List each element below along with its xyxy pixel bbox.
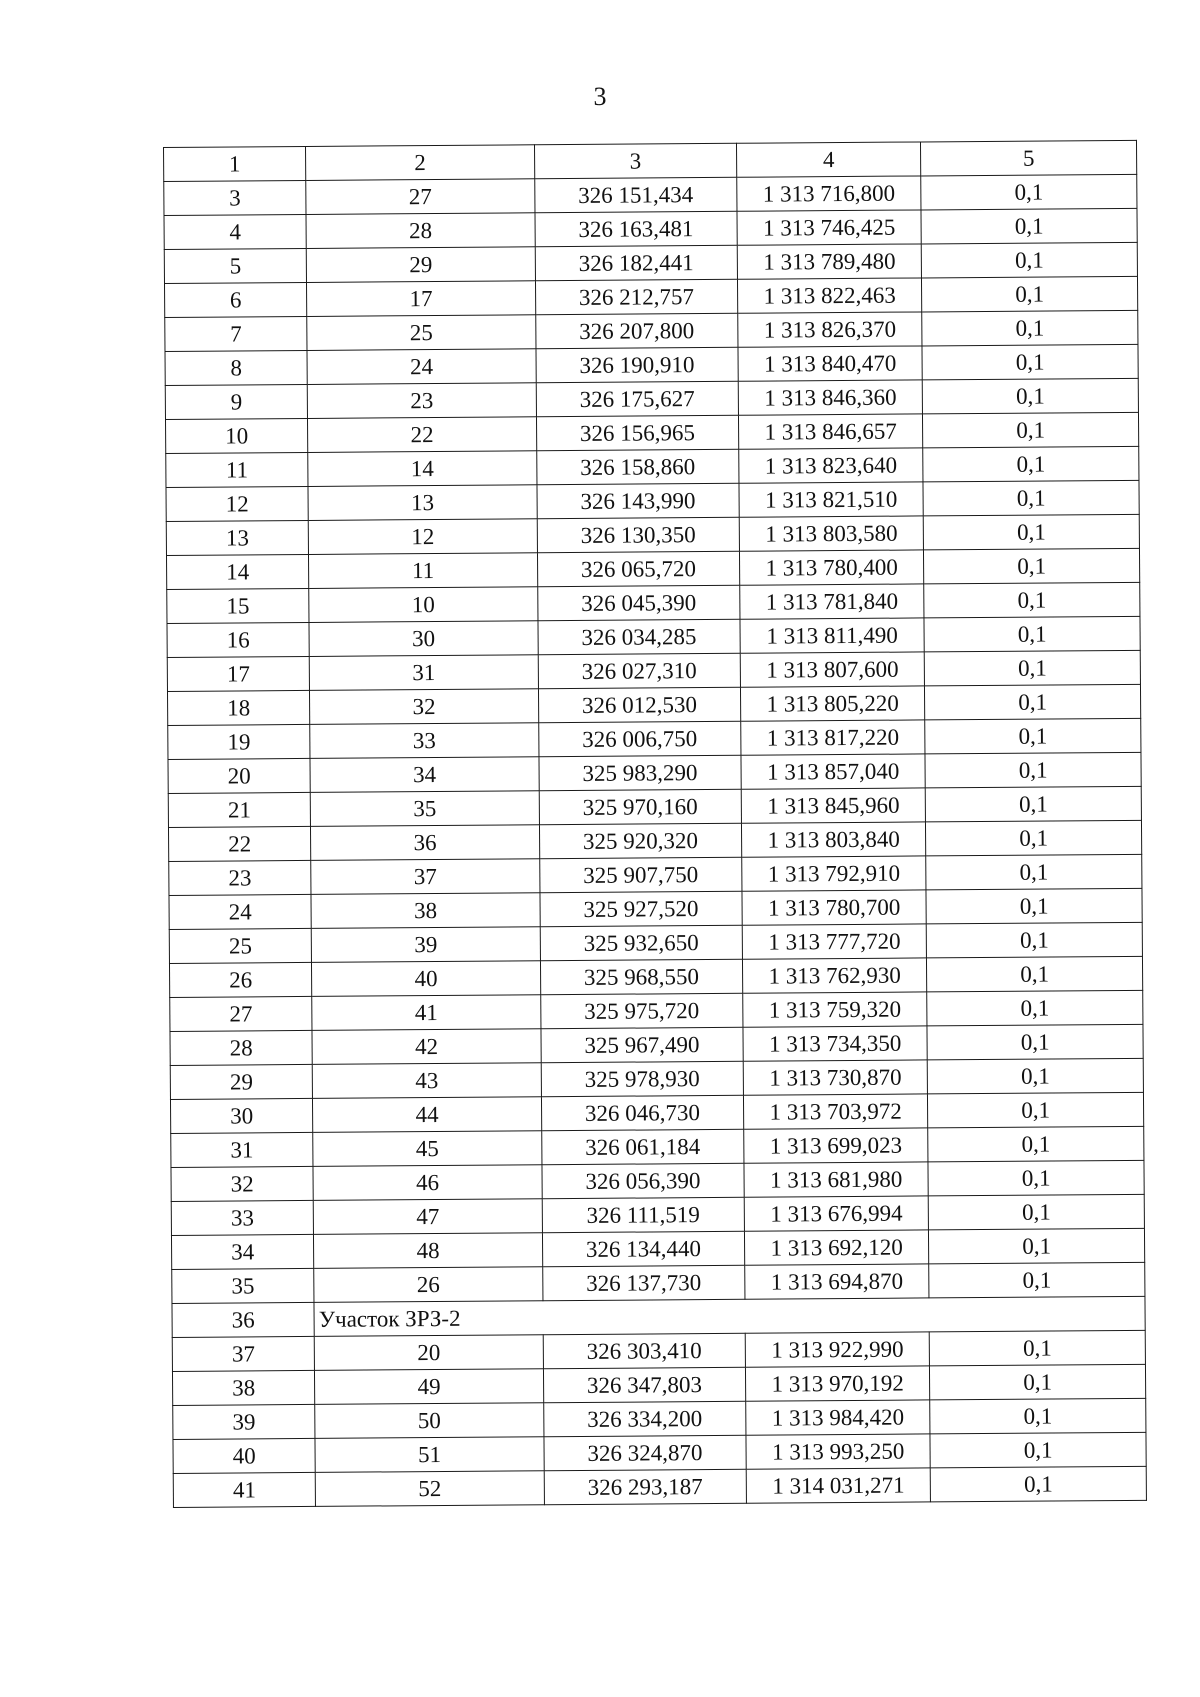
accuracy-cell: 0,1: [928, 1160, 1144, 1196]
point-number-cell: 14: [308, 451, 537, 487]
point-number-cell: 11: [309, 553, 538, 589]
row-number-cell: 5: [164, 248, 306, 283]
point-number-cell: 32: [310, 689, 539, 725]
y-coordinate-cell: 1 313 676,994: [744, 1196, 929, 1231]
row-number-cell: 34: [171, 1234, 313, 1269]
accuracy-cell: 0,1: [928, 1126, 1144, 1162]
coordinates-table: [163, 140, 1147, 1508]
accuracy-cell: 0,1: [923, 480, 1139, 516]
y-coordinate-cell: 1 313 681,980: [744, 1162, 929, 1197]
point-number-cell: 47: [313, 1199, 542, 1235]
y-coordinate-cell: 1 313 840,470: [738, 346, 923, 381]
x-coordinate-cell: 326 111,519: [542, 1197, 744, 1232]
accuracy-cell: 0,1: [930, 1364, 1146, 1400]
row-number-cell: 35: [172, 1268, 314, 1303]
accuracy-cell: 0,1: [926, 820, 1142, 856]
x-coordinate-cell: 326 156,965: [536, 415, 738, 450]
row-number-cell: 29: [170, 1064, 312, 1099]
accuracy-cell: 0,1: [930, 1398, 1146, 1434]
accuracy-cell: 0,1: [930, 1432, 1146, 1468]
x-coordinate-cell: 326 324,870: [544, 1435, 746, 1470]
y-coordinate-cell: 1 313 792,910: [742, 856, 927, 891]
x-coordinate-cell: 326 045,390: [538, 585, 740, 620]
x-coordinate-cell: 326 207,800: [536, 313, 738, 348]
y-coordinate-cell: 1 313 823,640: [739, 448, 924, 483]
y-coordinate-cell: 1 313 845,960: [741, 788, 926, 823]
row-number-cell: 38: [172, 1370, 314, 1405]
accuracy-cell: 0,1: [929, 1228, 1145, 1264]
y-coordinate-cell: 1 313 846,657: [738, 414, 923, 449]
x-coordinate-cell: 326 137,730: [543, 1265, 745, 1300]
row-number-cell: 31: [171, 1132, 313, 1167]
x-coordinate-cell: 326 334,200: [544, 1401, 746, 1436]
accuracy-cell: 0,1: [922, 344, 1138, 380]
point-number-cell: 44: [313, 1097, 542, 1133]
accuracy-cell: 0,1: [927, 1024, 1143, 1060]
y-coordinate-cell: 1 313 922,990: [745, 1332, 930, 1367]
row-number-cell: 39: [173, 1404, 315, 1439]
point-number-cell: 12: [308, 519, 537, 555]
y-coordinate-cell: 1 313 826,370: [738, 312, 923, 347]
point-number-cell: 49: [315, 1369, 544, 1405]
point-number-cell: 26: [314, 1267, 543, 1303]
row-number-cell: 10: [165, 418, 307, 453]
point-number-cell: 17: [307, 281, 536, 317]
point-number-cell: 48: [314, 1233, 543, 1269]
point-number-cell: 20: [314, 1335, 543, 1371]
accuracy-cell: 0,1: [929, 1262, 1145, 1298]
y-coordinate-cell: 1 313 807,600: [740, 652, 925, 687]
accuracy-cell: 0,1: [924, 548, 1140, 584]
row-number-cell: 15: [167, 588, 309, 623]
row-number-cell: 40: [173, 1438, 315, 1473]
point-number-cell: 25: [307, 315, 536, 351]
y-coordinate-cell: 1 313 857,040: [741, 754, 926, 789]
y-coordinate-cell: 1 313 699,023: [744, 1128, 929, 1163]
page-number: 3: [593, 82, 607, 111]
x-coordinate-cell: 326 158,860: [537, 449, 739, 484]
point-number-cell: 22: [308, 417, 537, 453]
x-coordinate-cell: 326 006,750: [539, 721, 741, 756]
y-coordinate-cell: 1 313 984,420: [746, 1400, 931, 1435]
row-number-cell: 21: [168, 792, 310, 827]
x-coordinate-cell: 325 927,520: [540, 891, 742, 926]
row-number-cell: 14: [166, 554, 308, 589]
y-coordinate-cell: 1 313 716,800: [737, 176, 922, 211]
header-cell: 3: [534, 143, 736, 178]
y-coordinate-cell: 1 313 817,220: [741, 720, 926, 755]
point-number-cell: 30: [309, 621, 538, 657]
accuracy-cell: 0,1: [923, 412, 1139, 448]
y-coordinate-cell: 1 313 803,840: [741, 822, 926, 857]
x-coordinate-cell: 326 134,440: [542, 1231, 744, 1266]
y-coordinate-cell: 1 313 789,480: [737, 244, 922, 279]
row-number-cell: 11: [166, 452, 308, 487]
y-coordinate-cell: 1 313 970,192: [745, 1366, 930, 1401]
y-coordinate-cell: 1 313 762,930: [742, 958, 927, 993]
accuracy-cell: 0,1: [922, 378, 1138, 414]
x-coordinate-cell: 326 027,310: [538, 653, 740, 688]
accuracy-cell: 0,1: [926, 888, 1142, 924]
accuracy-cell: 0,1: [928, 1092, 1144, 1128]
point-number-cell: 33: [310, 723, 539, 759]
y-coordinate-cell: 1 313 805,220: [740, 686, 925, 721]
x-coordinate-cell: 325 932,650: [540, 925, 742, 960]
y-coordinate-cell: 1 313 703,972: [743, 1094, 928, 1129]
row-number-cell: 13: [166, 520, 308, 555]
accuracy-cell: 0,1: [923, 446, 1139, 482]
accuracy-cell: 0,1: [925, 786, 1141, 822]
row-number-cell: 30: [170, 1098, 312, 1133]
x-coordinate-cell: 326 347,803: [543, 1367, 745, 1402]
y-coordinate-cell: 1 313 746,425: [737, 210, 922, 245]
accuracy-cell: 0,1: [927, 956, 1143, 992]
accuracy-cell: 0,1: [925, 752, 1141, 788]
x-coordinate-cell: 326 151,434: [535, 177, 737, 212]
accuracy-cell: 0,1: [926, 854, 1142, 890]
accuracy-cell: 0,1: [921, 242, 1137, 278]
point-number-cell: 38: [311, 893, 540, 929]
accuracy-cell: 0,1: [928, 1194, 1144, 1230]
x-coordinate-cell: 326 012,530: [538, 687, 740, 722]
point-number-cell: 36: [311, 825, 540, 861]
x-coordinate-cell: 326 065,720: [537, 551, 739, 586]
row-number-cell: 4: [164, 214, 306, 249]
point-number-cell: 13: [308, 485, 537, 521]
section-title-cell: Участок ЗРЗ-2: [314, 1296, 1145, 1336]
accuracy-cell: 0,1: [926, 922, 1142, 958]
header-cell: 2: [306, 145, 535, 181]
row-number-cell: 36: [172, 1302, 314, 1337]
row-number-cell: 8: [165, 350, 307, 385]
accuracy-cell: 0,1: [927, 990, 1143, 1026]
y-coordinate-cell: 1 313 803,580: [739, 516, 924, 551]
point-number-cell: 10: [309, 587, 538, 623]
x-coordinate-cell: 326 046,730: [541, 1095, 743, 1130]
row-number-cell: 23: [169, 860, 311, 895]
row-number-cell: 16: [167, 622, 309, 657]
header-cell: 5: [921, 140, 1137, 176]
y-coordinate-cell: 1 313 734,350: [743, 1026, 928, 1061]
row-number-cell: 20: [168, 758, 310, 793]
row-number-cell: 9: [165, 384, 307, 419]
point-number-cell: 35: [310, 791, 539, 827]
row-number-cell: 6: [165, 282, 307, 317]
accuracy-cell: 0,1: [921, 208, 1137, 244]
accuracy-cell: 0,1: [922, 310, 1138, 346]
row-number-cell: 28: [170, 1030, 312, 1065]
point-number-cell: 52: [315, 1471, 544, 1507]
accuracy-cell: 0,1: [930, 1466, 1146, 1502]
row-number-cell: 3: [164, 180, 306, 215]
table-row: [173, 1466, 1146, 1507]
point-number-cell: 29: [306, 247, 535, 283]
y-coordinate-cell: 1 313 781,840: [740, 584, 925, 619]
row-number-cell: 18: [167, 690, 309, 725]
point-number-cell: 50: [315, 1403, 544, 1439]
point-number-cell: 31: [309, 655, 538, 691]
x-coordinate-cell: 326 143,990: [537, 483, 739, 518]
y-coordinate-cell: 1 313 846,360: [738, 380, 923, 415]
y-coordinate-cell: 1 313 692,120: [744, 1230, 929, 1265]
x-coordinate-cell: 325 975,720: [541, 993, 743, 1028]
y-coordinate-cell: 1 314 031,271: [746, 1468, 931, 1503]
y-coordinate-cell: 1 313 777,720: [742, 924, 927, 959]
row-number-cell: 7: [165, 316, 307, 351]
point-number-cell: 42: [312, 1029, 541, 1065]
point-number-cell: 46: [313, 1165, 542, 1201]
point-number-cell: 40: [312, 961, 541, 997]
x-coordinate-cell: 325 967,490: [541, 1027, 743, 1062]
point-number-cell: 24: [307, 349, 536, 385]
y-coordinate-cell: 1 313 780,700: [742, 890, 927, 925]
point-number-cell: 37: [311, 859, 540, 895]
point-number-cell: 43: [312, 1063, 541, 1099]
point-number-cell: 28: [306, 213, 535, 249]
row-number-cell: 27: [170, 996, 312, 1031]
row-number-cell: 24: [169, 894, 311, 929]
row-number-cell: 33: [171, 1200, 313, 1235]
y-coordinate-cell: 1 313 730,870: [743, 1060, 928, 1095]
accuracy-cell: 0,1: [921, 174, 1137, 210]
x-coordinate-cell: 326 303,410: [543, 1333, 745, 1368]
row-number-cell: 25: [169, 928, 311, 963]
point-number-cell: 39: [311, 927, 540, 963]
x-coordinate-cell: 326 034,285: [538, 619, 740, 654]
y-coordinate-cell: 1 313 780,400: [739, 550, 924, 585]
accuracy-cell: 0,1: [922, 276, 1138, 312]
point-number-cell: 34: [310, 757, 539, 793]
header-cell: 4: [736, 142, 921, 177]
y-coordinate-cell: 1 313 993,250: [746, 1434, 931, 1469]
accuracy-cell: 0,1: [924, 650, 1140, 686]
x-coordinate-cell: 325 978,930: [541, 1061, 743, 1096]
x-coordinate-cell: 325 907,750: [540, 857, 742, 892]
accuracy-cell: 0,1: [929, 1330, 1145, 1366]
row-number-cell: 37: [172, 1336, 314, 1371]
x-coordinate-cell: 326 212,757: [535, 279, 737, 314]
header-cell: 1: [164, 146, 306, 181]
row-number-cell: 19: [168, 724, 310, 759]
x-coordinate-cell: 326 130,350: [537, 517, 739, 552]
y-coordinate-cell: 1 313 822,463: [737, 278, 922, 313]
y-coordinate-cell: 1 313 811,490: [740, 618, 925, 653]
x-coordinate-cell: 325 983,290: [539, 755, 741, 790]
point-number-cell: 23: [307, 383, 536, 419]
point-number-cell: 27: [306, 179, 535, 215]
accuracy-cell: 0,1: [925, 718, 1141, 754]
y-coordinate-cell: 1 313 821,510: [739, 482, 924, 517]
row-number-cell: 12: [166, 486, 308, 521]
accuracy-cell: 0,1: [924, 616, 1140, 652]
row-number-cell: 17: [167, 656, 309, 691]
x-coordinate-cell: 326 163,481: [535, 211, 737, 246]
x-coordinate-cell: 326 182,441: [535, 245, 737, 280]
accuracy-cell: 0,1: [925, 684, 1141, 720]
x-coordinate-cell: 325 920,320: [539, 823, 741, 858]
point-number-cell: 41: [312, 995, 541, 1031]
row-number-cell: 41: [173, 1472, 315, 1507]
x-coordinate-cell: 325 968,550: [540, 959, 742, 994]
x-coordinate-cell: 326 175,627: [536, 381, 738, 416]
y-coordinate-cell: 1 313 759,320: [743, 992, 928, 1027]
x-coordinate-cell: 326 056,390: [542, 1163, 744, 1198]
x-coordinate-cell: 325 970,160: [539, 789, 741, 824]
point-number-cell: 51: [315, 1437, 544, 1473]
point-number-cell: 45: [313, 1131, 542, 1167]
accuracy-cell: 0,1: [924, 582, 1140, 618]
accuracy-cell: 0,1: [923, 514, 1139, 550]
row-number-cell: 32: [171, 1166, 313, 1201]
row-number-cell: 22: [168, 826, 310, 861]
accuracy-cell: 0,1: [927, 1058, 1143, 1094]
x-coordinate-cell: 326 061,184: [542, 1129, 744, 1164]
y-coordinate-cell: 1 313 694,870: [745, 1264, 930, 1299]
x-coordinate-cell: 326 293,187: [544, 1469, 746, 1504]
row-number-cell: 26: [169, 962, 311, 997]
x-coordinate-cell: 326 190,910: [536, 347, 738, 382]
